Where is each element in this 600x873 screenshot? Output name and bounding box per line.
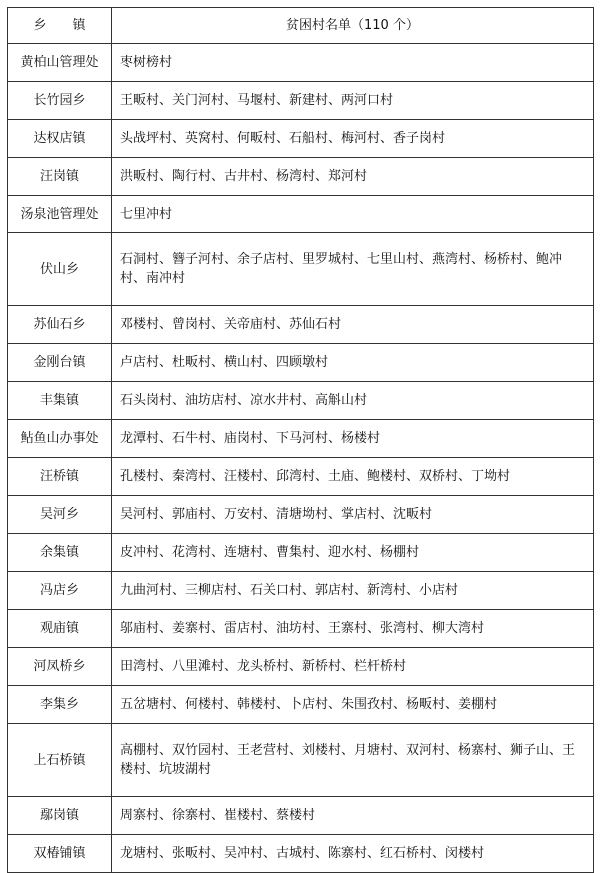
town-cell: 上石桥镇 [8,724,112,797]
villages-cell: 九曲河村、三柳店村、石关口村、郭店村、新湾村、小店村 [112,572,594,610]
town-cell: 长竹园乡 [8,82,112,120]
table-row [8,233,594,306]
table-row [8,534,594,572]
villages-cell: 七里冲村 [112,196,594,233]
table-row [8,306,594,344]
table-row [8,82,594,120]
town-cell: 双椿铺镇 [8,835,112,873]
table-header-row [8,8,594,44]
town-cell: 汤泉池管理处 [8,196,112,233]
table-row [8,458,594,496]
town-cell: 观庙镇 [8,610,112,648]
villages-cell: 皮冲村、花湾村、连塘村、曹集村、迎水村、杨棚村 [112,534,594,572]
town-cell: 鄢岗镇 [8,797,112,835]
table-row [8,420,594,458]
town-cell: 鲇鱼山办事处 [8,420,112,458]
table-row [8,44,594,82]
table-row [8,724,594,797]
town-cell: 冯店乡 [8,572,112,610]
table-row [8,797,594,835]
town-cell: 苏仙石乡 [8,306,112,344]
villages-cell: 田湾村、八里滩村、龙头桥村、新桥村、栏杆桥村 [112,648,594,686]
villages-cell: 吴河村、郭庙村、万安村、清塘坳村、掌店村、沈畈村 [112,496,594,534]
poverty-village-table [7,7,594,873]
table-row [8,196,594,233]
villages-cell: 卢店村、杜畈村、横山村、四顾墩村 [112,344,594,382]
villages-cell: 周寨村、徐寨村、崔楼村、蔡楼村 [112,797,594,835]
villages-cell: 高棚村、双竹园村、王老营村、刘楼村、月塘村、双河村、杨寨村、狮子山、王楼村、坑坡湖村 [112,724,594,797]
villages-cell: 石头岗村、油坊店村、凉水井村、高斛山村 [112,382,594,420]
table-row [8,344,594,382]
table-row [8,158,594,196]
town-cell: 伏山乡 [8,233,112,306]
table-row [8,648,594,686]
villages-cell: 枣树榜村 [112,44,594,82]
table-row [8,120,594,158]
villages-cell: 邓楼村、曾岗村、关帝庙村、苏仙石村 [112,306,594,344]
town-cell: 河凤桥乡 [8,648,112,686]
villages-cell: 邬庙村、姜寨村、雷店村、油坊村、王寨村、张湾村、柳大湾村 [112,610,594,648]
villages-cell: 石洞村、簪子河村、余子店村、里罗城村、七里山村、燕湾村、杨桥村、鲍冲村、南冲村 [112,233,594,306]
header-town: 乡 镇 [8,8,112,44]
town-cell: 吴河乡 [8,496,112,534]
town-cell: 汪岗镇 [8,158,112,196]
villages-cell: 五岔塘村、何楼村、韩楼村、卜店村、朱围孜村、杨畈村、姜棚村 [112,686,594,724]
table-row [8,382,594,420]
town-cell: 黄柏山管理处 [8,44,112,82]
town-cell: 李集乡 [8,686,112,724]
town-cell: 金刚台镇 [8,344,112,382]
town-cell: 丰集镇 [8,382,112,420]
town-cell: 汪桥镇 [8,458,112,496]
table-row [8,686,594,724]
villages-cell: 头战坪村、英窝村、何畈村、石船村、梅河村、香子岗村 [112,120,594,158]
villages-cell: 孔楼村、秦湾村、汪楼村、邱湾村、土庙、鲍楼村、双桥村、丁坳村 [112,458,594,496]
villages-cell: 龙塘村、张畈村、吴冲村、古城村、陈寨村、红石桥村、闵楼村 [112,835,594,873]
villages-cell: 王畈村、关门河村、马堰村、新建村、两河口村 [112,82,594,120]
town-cell: 余集镇 [8,534,112,572]
table-row [8,835,594,873]
table-row [8,610,594,648]
table-row [8,572,594,610]
villages-cell: 洪畈村、陶行村、古井村、杨湾村、郑河村 [112,158,594,196]
town-cell: 达权店镇 [8,120,112,158]
villages-cell: 龙潭村、石牛村、庙岗村、下马河村、杨楼村 [112,420,594,458]
header-villages: 贫困村名单（110 个） [112,8,594,44]
table-row [8,496,594,534]
